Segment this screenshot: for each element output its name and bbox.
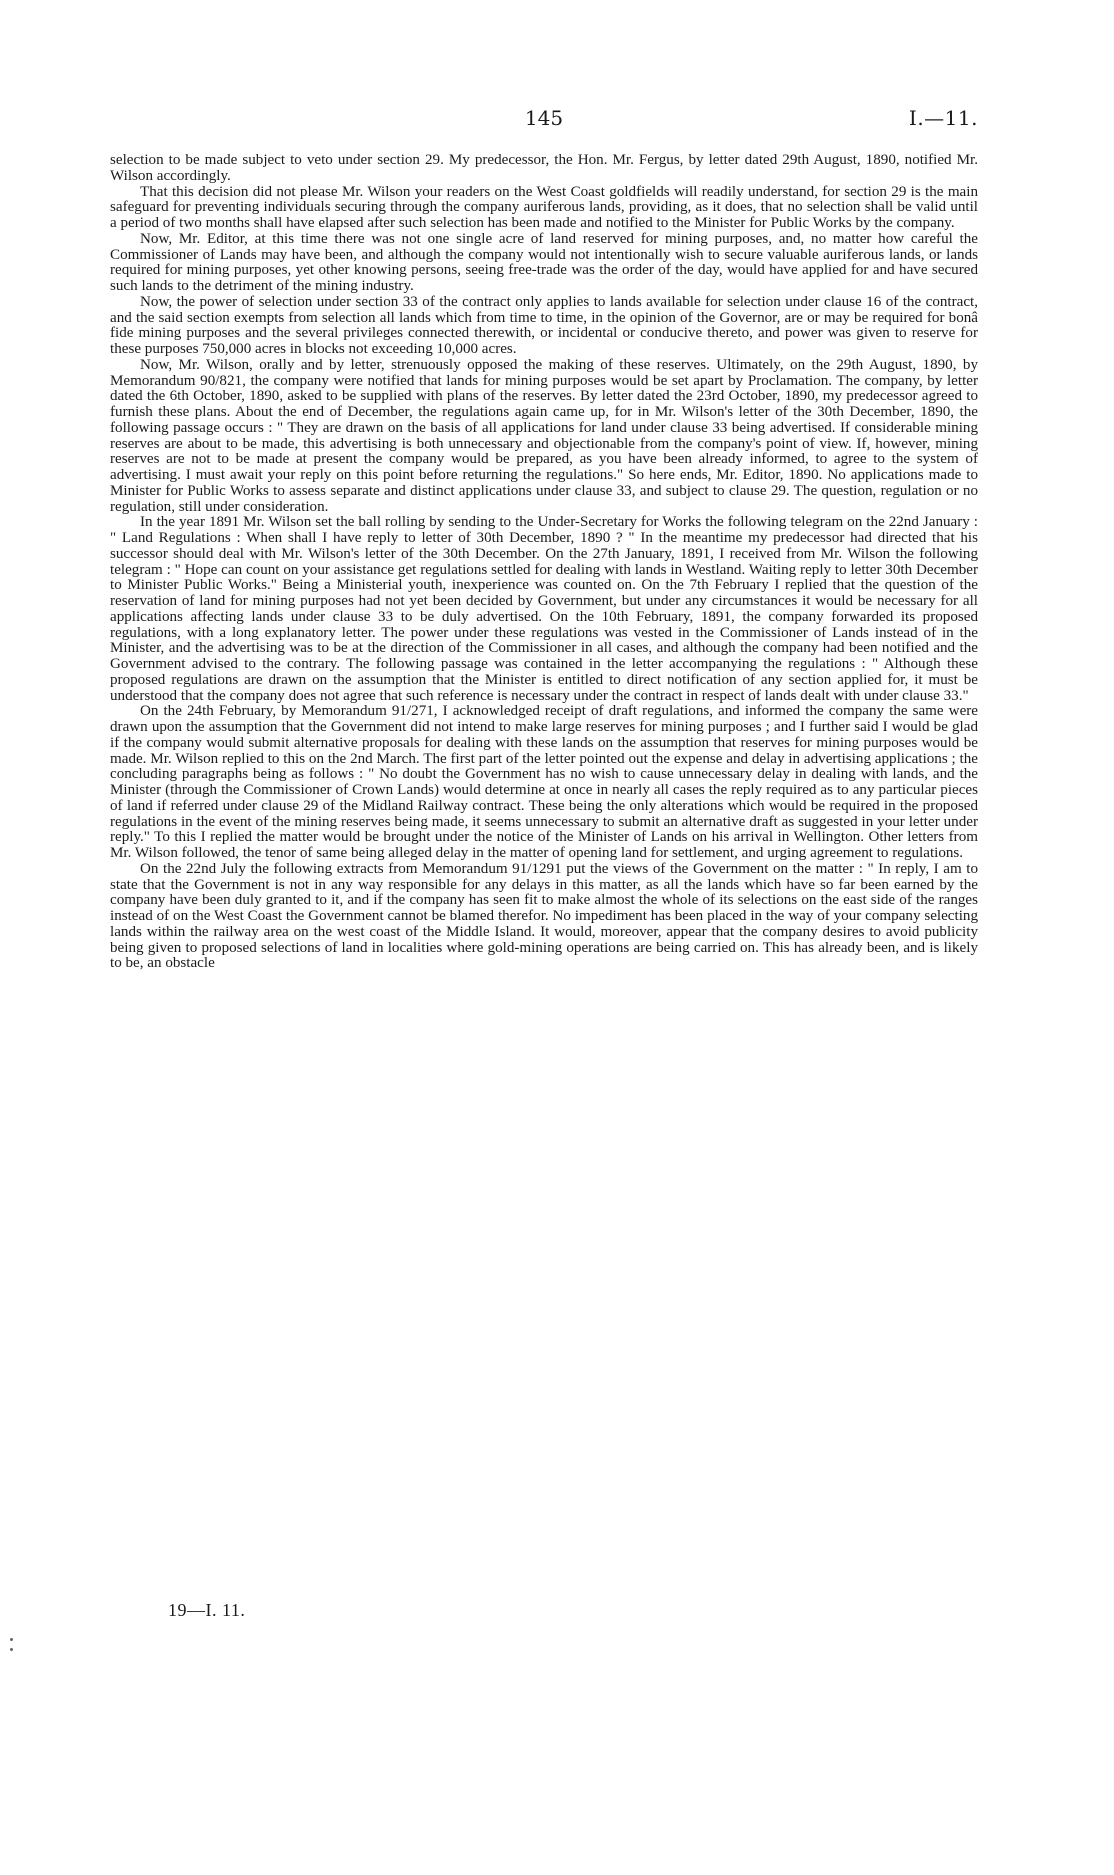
paragraph: selection to be made subject to veto under section 29. My predecessor, the Hon. Mr. Fergus, by letter dated 29th August, 1890, notified Mr. Wilson accordingly.: [110, 152, 978, 184]
paragraph: Now, Mr. Wilson, orally and by letter, strenuously opposed the making of these reserves. Ultimately, on the 29th August, 1890, by Memorandum 90/821, the company were notified that lands for mining purposes would be set apart by Proclamation. The company, by letter dated the 6th October, 1890, asked to be supplied with plans of the reserves. By letter dated the 23rd October, 1890, my predecessor agreed to furnish these plans. About the end of December, the regulations again came up, for in Mr. Wilson's letter of the 30th December, 1890, the following passage occurs : " They are drawn on the basis of all applications for land under clause 33 being advertised. If considerable mining reserves are about to be made, this advertising is both unnecessary and objectionable from the company's point of view. If, however, mining reserves are not to be made at present the company would be prepared, as you have been already informed, to agree to the system of advertising. I must await your reply on this point before returning the regulations." So here ends, Mr. Editor, 1890. No applications made to Minister for Public Works to assess separate and distinct applications under clause 33, and subject to clause 29. The question, regulation or no regulation, still under consideration.: [110, 356, 978, 515]
page-header: [110, 104, 978, 136]
document-reference: I.—11.: [908, 106, 978, 130]
scan-speck: [10, 1638, 13, 1641]
paragraph: In the year 1891 Mr. Wilson set the ball rolling by sending to the Under-Secretary for Works the following telegram on the 22nd January : " Land Regulations : When shall I have reply to letter of 30th December, 1890 ? " In the meantime my predecessor had directed that his successor should deal with Mr. Wilson's letter of the 30th December. On the 27th January, 1891, I received from Mr. Wilson the following telegram : " Hope can count on your assistance get regulations settled for dealing with lands in Westland. Waiting reply to letter 30th December to Minister Public Works." Being a Ministerial youth, inexperience was counted on. On the 7th February I replied that the question of the reservation of land for mining purposes had not yet been decided by Government, but under any circumstances it would be necessary for all applications affecting lands under clause 33 to be duly advertised. On the 10th February, 1891, the company forwarded its proposed regulations, with a long explanatory letter. The power under these regulations was vested in the Commissioner of Lands instead of in the Minister, and the advertising was to be at the direction of the Commissioner in all cases, and although the company had been notified and the Government advised to the contrary. The following passage was contained in the letter accompanying the regulations : " Although these proposed regulations are drawn on the assumption that the Minister is entitled to direct notification of any section applied for, it must be understood that the company does not agree that such reference is necessary under the contract in respect of lands dealt with under clause 33.": [110, 514, 978, 704]
paragraph: On the 24th February, by Memorandum 91/271, I acknowledged receipt of draft regulations, and informed the company the same were drawn upon the assumption that the Government did not intend to make large reserves for mining purposes ; and I further said I would be glad if the company would submit alternative proposals for dealing with these lands on the assumption that reserves for mining purposes would be made. Mr. Wilson replied to this on the 2nd March. The first part of the letter pointed out the expense and delay in advertising applications ; the concluding paragraphs being as follows : " No doubt the Government has no wish to cause unnecessary delay in dealing with lands, and the Minister (through the Commissioner of Crown Lands) would determine at once in nearly all cases the reply required as to any particular pieces of land if referred under clause 29 of the Midland Railway contract. These being the only alterations which would be required in the proposed regulations in the event of the mining reserves being made, it seems unnecessary to submit an alternative draft as suggested in your letter under reply." To this I replied the matter would be brought under the notice of the Minister of Lands on his arrival in Wellington. Other letters from Mr. Wilson followed, the tenor of same being alleged delay in the matter of opening land for settlement, and urging agreement to regulations.: [110, 703, 978, 861]
paragraph: That this decision did not please Mr. Wilson your readers on the West Coast goldfields will readily understand, for section 29 is the main safeguard for preventing individuals securing through the company auriferous lands, providing, as it does, that no selection shall be valid until a period of two months shall have elapsed after such selection has been made and notified to the Minister for Public Works by the company.: [110, 183, 978, 231]
signature-mark: 19—I. 11.: [168, 1600, 246, 1620]
page-number: 145: [524, 106, 564, 130]
body-text: [110, 153, 978, 972]
paragraph: Now, the power of selection under section 33 of the contract only applies to lands available for selection under clause 16 of the contract, and the said section exempts from selection all lands which from time to time, in the opinion of the Governor, are or may be required for bonâ fide mining purposes and the several privileges connected therewith, or incidental or conducive thereto, and power was given to reserve for these purposes 750,000 acres in blocks not exceeding 10,000 acres.: [110, 293, 978, 357]
scan-speck: [10, 1648, 13, 1651]
paragraph: On the 22nd July the following extracts from Memorandum 91/1291 put the views of the Government on the matter : " In reply, I am to state that the Government is not in any way responsible for any delays in this matter, as all the lands which have so far been earned by the company have been duly granted to it, and if the company has seen fit to make almost the whole of its selections on the east side of the ranges instead of on the West Coast the Government cannot be blamed therefor. No impediment has been placed in the way of your company selecting lands within the railway area on the west coast of the Middle Island. It would, moreover, appear that the company desires to avoid publicity being given to proposed selections of land in localities where gold-mining operations are being carried on. This has already been, and is likely to be, an obstacle: [110, 860, 978, 972]
paragraph: Now, Mr. Editor, at this time there was not one single acre of land reserved for mining purposes, and, no matter how careful the Commissioner of Lands may have been, and although the company would not intentionally wish to secure valuable auriferous lands, or lands required for mining purposes, yet other knowing persons, seeing free-trade was the order of the day, would have applied for and have secured such lands to the detriment of the mining industry.: [110, 230, 978, 294]
